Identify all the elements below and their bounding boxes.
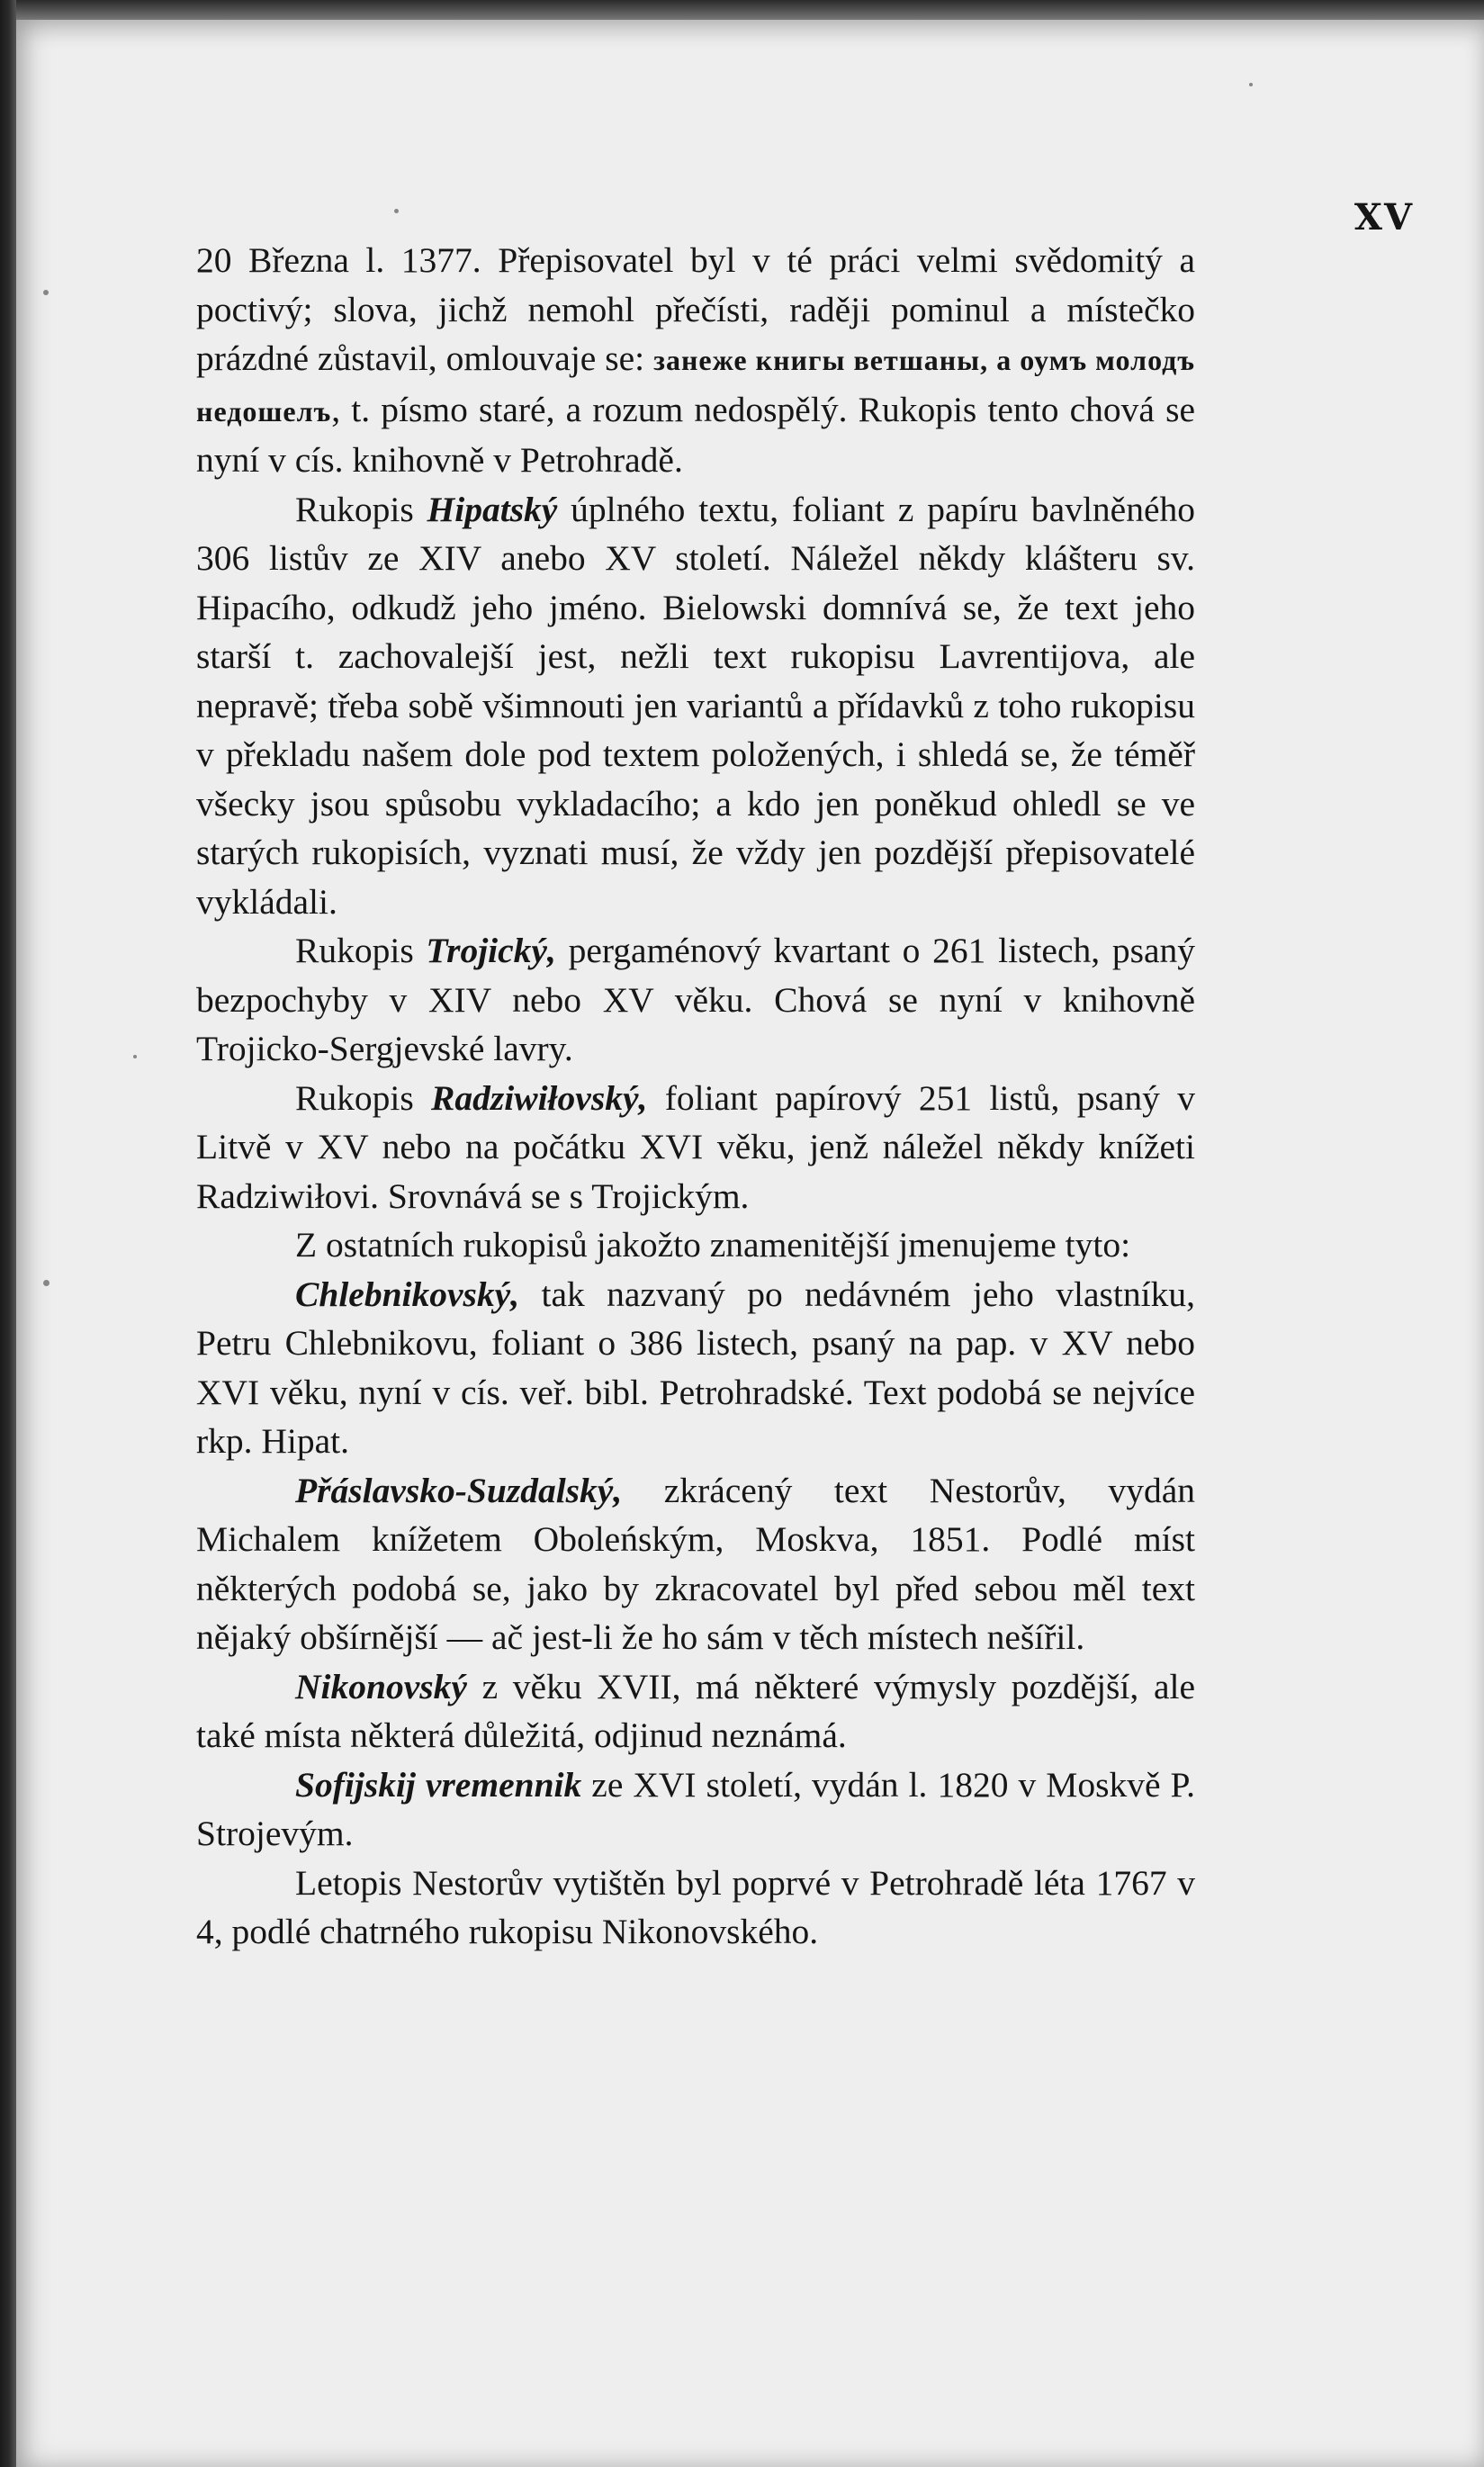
scan-top-edge — [0, 0, 1484, 20]
manuscript-name: Přáslavsko-Suzdalský, — [295, 1470, 623, 1510]
text-segment: ze XVI století, vydán l. 1820 v Moskvě P. Strojevým. — [196, 1764, 1195, 1853]
text-segment: foliant papírový 251 listů, psaný v Litvě v XV nebo na počátku XVI věku, jenž náležel někdy knížeti Radziwiłovi. Srovnává se s Trojickým. — [196, 1077, 1196, 1216]
text-segment: zkrácený text Nestorův, vydán Michalem knížetem Oboleńským, Moskva, 1851. Podlé míst některých podobá se, jako by zkracovatel byl před sebou měl text nějaký obšírnější — ač jest-li že ho sám v těch místech nešířil. — [196, 1470, 1195, 1657]
paragraph — [196, 1270, 1195, 1466]
cyrillic-quote: занеже книгы ветшаны, а оумъ молодъ недошелъ — [196, 344, 1195, 428]
text-segment: Rukopis — [295, 1077, 432, 1118]
manuscript-name: Hipatský — [427, 489, 558, 529]
scan-left-edge — [0, 0, 16, 2467]
text-segment: 20 Března l. 1377. Přepisovatel byl v té práci velmi svědomitý a poctivý; slova, jichž nemohl přečísti, raději pominul a místečko prázdné zůstavil, omlouvaje se: — [196, 240, 1195, 378]
paragraph — [196, 1859, 1195, 1957]
text-segment: Rukopis — [295, 489, 427, 529]
text-segment: z věku XVII, má některé výmysly pozdější, ale také místa některá důležitá, odjinud neznámá. — [196, 1666, 1195, 1755]
manuscript-name: Nikonovský — [295, 1666, 467, 1706]
paragraph — [196, 1662, 1195, 1760]
paragraph — [196, 1760, 1195, 1859]
scan-speck — [1249, 83, 1253, 86]
scan-speck — [394, 209, 399, 213]
text-segment: tak nazvaný po nedávném jeho vlastníku, Petru Chlebnikovu, foliant o 386 listech, psaný na pap. v XV nebo XVI věku, nyní v cís. veř. bibl. Petrohradské. Text podobá se nejvíce rkp. Hipat. — [196, 1274, 1195, 1461]
scan-speck — [43, 290, 49, 295]
scan-speck — [133, 1055, 137, 1058]
manuscript-name: Chlebnikovský, — [295, 1274, 520, 1314]
text-segment: Letopis Nestorův vytištěn byl poprvé v Petrohradě léta 1767 v 4, podlé chatrného rukopisu Nikonovského. — [196, 1862, 1195, 1951]
manuscript-name: Trojický, — [426, 931, 556, 970]
paragraph — [196, 1466, 1195, 1662]
body-text — [196, 236, 1195, 1957]
manuscript-name: Sofijskij vremennik — [295, 1764, 582, 1805]
text-segment: Rukopis — [295, 931, 427, 970]
text-segment: , t. písmo staré, a rozum nedospělý. Rukopis tento chová se nyní v cís. knihovně v Petrohradě. — [196, 389, 1195, 480]
text-segment: Z ostatních rukopisů jakožto znamenitější jmenujeme tyto: — [295, 1225, 1131, 1265]
paragraph — [196, 926, 1195, 1074]
scan-speck — [43, 1280, 49, 1286]
text-segment: úplného textu, foliant z papíru bavlněného 306 listův ze XIV anebo XV století. Náležel někdy klášteru sv. Hipacího, odkudž jeho jméno. Bielowski domnívá se, že text jeho starší t. zachovalejší jest, nežli text rukopisu Lavrentijova, ale nepravě; třeba sobě všimnouti jen variantů a přídavků z toho rukopisu v překladu našem dole pod textem položených, i shledá se, že téměř všecky jsou spůsobu vykladacího; a kdo jen poněkud ohledl se ve starých rukopisích, vyznati musí, že vždy jen pozdější přepisovatelé vykládali. — [196, 489, 1195, 922]
paragraph — [196, 485, 1195, 927]
paragraph — [196, 1220, 1195, 1270]
page-number: XV — [1354, 196, 1414, 239]
paragraph — [196, 1074, 1195, 1221]
paragraph — [196, 236, 1195, 485]
text-segment: pergaménový kvartant o 261 listech, psaný bezpochyby v XIV nebo XV věku. Chová se nyní v knihovně Trojicko-Sergjevské lavry. — [196, 931, 1195, 1068]
manuscript-name: Radziwiłovský, — [431, 1077, 648, 1118]
